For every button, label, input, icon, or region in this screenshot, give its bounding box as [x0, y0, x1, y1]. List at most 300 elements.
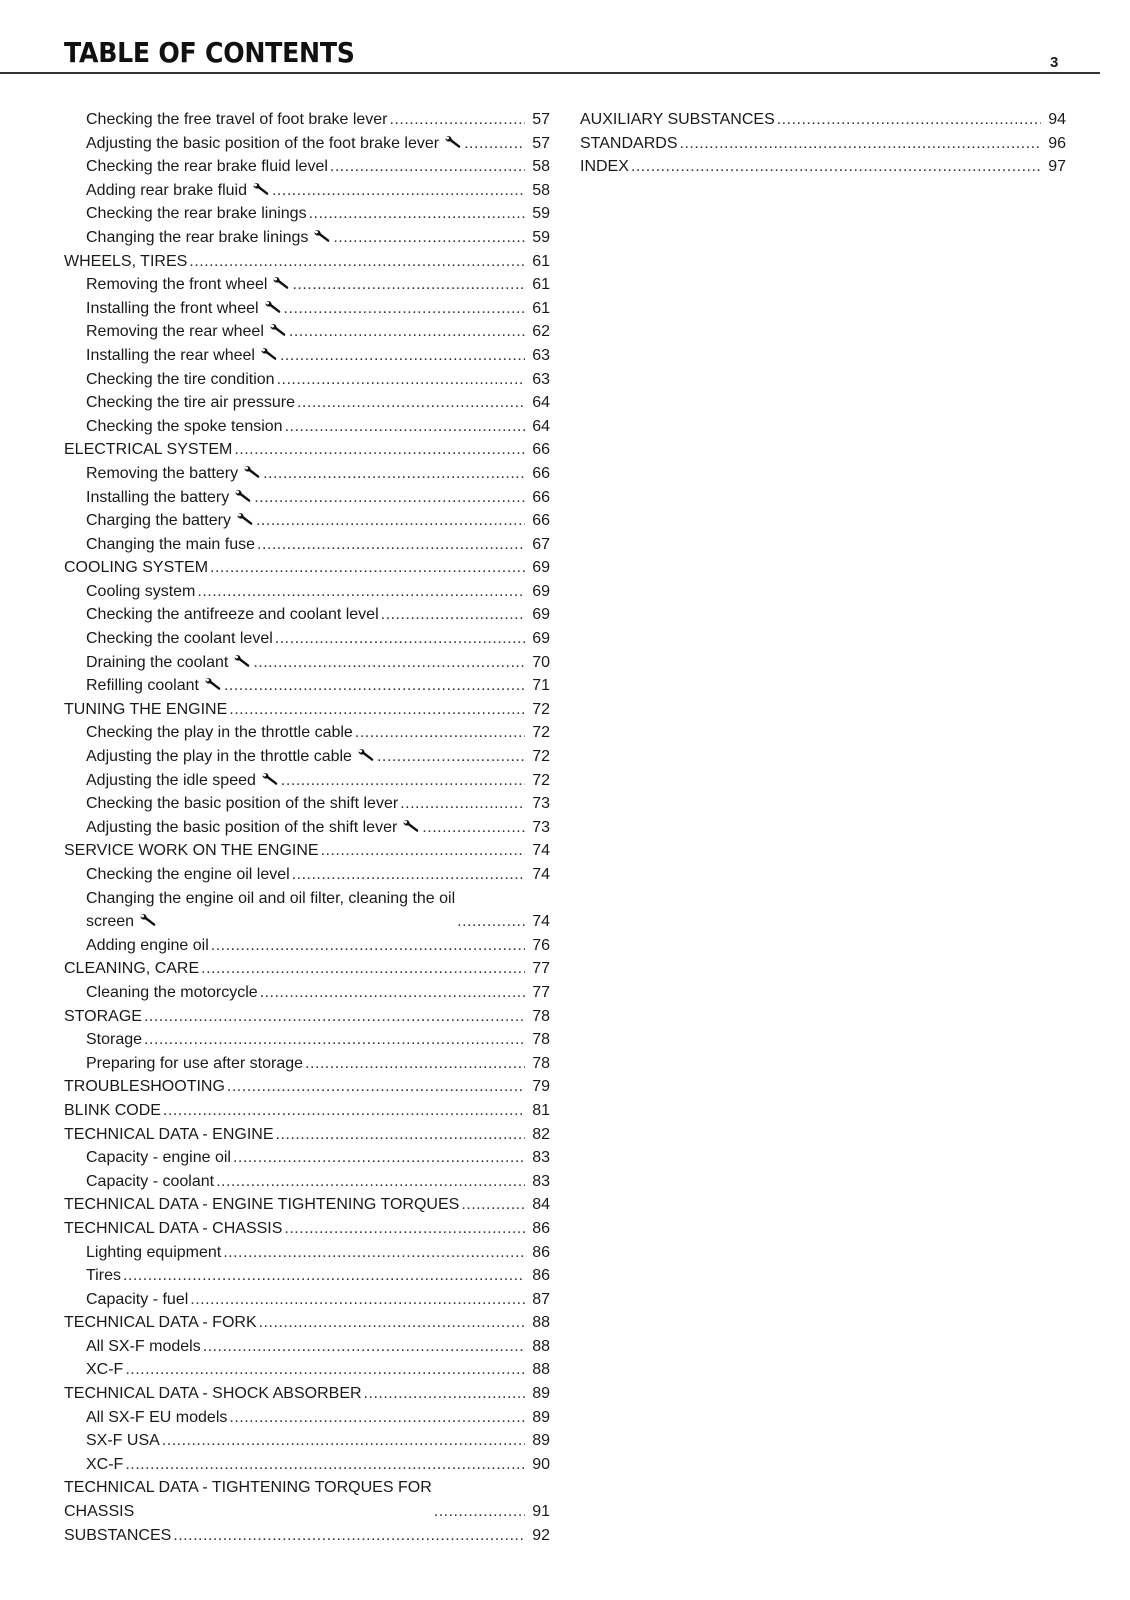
toc-entry-page: 72 [532, 700, 550, 718]
toc-entry-title [86, 462, 261, 486]
dot-leader [464, 132, 525, 156]
dot-leader [254, 486, 525, 510]
toc-entry-title-line: TECHNICAL DATA - FORK [64, 1314, 257, 1332]
toc-entry-page: 92 [532, 1526, 550, 1544]
dot-leader [224, 674, 525, 698]
toc-entry-title-line: Changing the engine oil and oil filter, cleaning the oil [86, 889, 456, 907]
wrench-icon [233, 654, 251, 668]
toc-entry-title-line: Adjusting the basic position of the foot brake lever [86, 134, 440, 152]
toc-entry-title-line: STANDARDS [580, 134, 678, 152]
toc-entry-title [86, 155, 328, 179]
toc-entry[interactable] [64, 132, 550, 156]
toc-entry-title [64, 1193, 459, 1217]
toc-entry-title-line: TECHNICAL DATA - CHASSIS [64, 1219, 283, 1237]
dot-leader [297, 391, 525, 415]
dot-leader [263, 462, 525, 486]
toc-entry-title [86, 721, 353, 745]
toc-entry-title-line: Refilling coolant [86, 677, 199, 695]
toc-entry-title [86, 1429, 160, 1453]
toc-entry-title [86, 1406, 227, 1430]
dot-leader [125, 1453, 525, 1477]
wrench-icon [261, 772, 279, 786]
toc-entry[interactable] [64, 792, 550, 816]
toc-entry-page: 97 [1048, 158, 1066, 176]
toc-entry[interactable] [64, 1382, 550, 1406]
wrench-icon [444, 135, 462, 149]
dot-leader [260, 981, 525, 1005]
toc-entry[interactable] [64, 344, 550, 368]
toc-entry[interactable] [64, 1217, 550, 1241]
toc-entry[interactable] [64, 320, 550, 344]
toc-entry-page: 78 [532, 1031, 550, 1049]
toc-entry-title [86, 273, 290, 297]
wrench-icon [252, 182, 270, 196]
toc-entry-title [86, 344, 278, 368]
toc-entry-title-line: Removing the front wheel [86, 276, 268, 294]
toc-entry[interactable] [64, 1028, 550, 1052]
dot-leader [256, 509, 525, 533]
toc-entry-page: 91 [532, 1503, 550, 1521]
toc-entry[interactable] [64, 603, 550, 627]
dot-leader [289, 320, 525, 344]
toc-entry-page: 72 [532, 748, 550, 766]
toc-entry-title-line: Checking the tire air pressure [86, 394, 295, 412]
toc-entry-title-line: Lighting equipment [86, 1243, 222, 1261]
toc-entry-title-line: Adding engine oil [86, 936, 209, 954]
toc-entry[interactable] [64, 769, 550, 793]
toc-entry-page: 96 [1048, 134, 1066, 152]
toc-entry-title-line: Capacity - engine oil [86, 1149, 231, 1167]
toc-entry[interactable] [64, 1358, 550, 1382]
toc-entry-title-line: Checking the tire condition [86, 370, 275, 388]
toc-entry-title [64, 1123, 274, 1147]
toc-entry-title [86, 769, 279, 793]
toc-entry-page: 88 [532, 1314, 550, 1332]
toc-entry-title-line: CLEANING, CARE [64, 960, 200, 978]
toc-entry-title-line: Adding rear brake fluid [86, 181, 247, 199]
toc-entry-title [86, 179, 270, 203]
toc-entry-title-line: Tires [86, 1267, 121, 1285]
dot-leader [390, 108, 526, 132]
toc-entry-title [86, 1358, 123, 1382]
toc-entry-page: 66 [532, 464, 550, 482]
toc-entry[interactable] [64, 934, 550, 958]
toc-entry-title-line: TROUBLESHOOTING [64, 1078, 225, 1096]
wrench-icon [243, 465, 261, 479]
toc-entry-title-line: ELECTRICAL SYSTEM [64, 441, 233, 459]
dot-leader [259, 1311, 525, 1335]
toc-entry-page: 88 [532, 1361, 550, 1379]
toc-entry-title-line: Capacity - coolant [86, 1172, 215, 1190]
toc-entry-title-line: Adjusting the idle speed [86, 771, 256, 789]
toc-entry-title [86, 391, 295, 415]
toc-entry-page: 86 [532, 1243, 550, 1261]
wrench-icon [269, 323, 287, 337]
toc-entry-page: 70 [532, 653, 550, 671]
toc-entry-title-line: Draining the coolant [86, 653, 229, 671]
toc-entry-title-line: Checking the basic position of the shift lever [86, 795, 399, 813]
dot-leader [173, 1524, 525, 1548]
dot-leader [189, 250, 525, 274]
toc-entry-title [580, 155, 629, 179]
toc-entry-title [86, 603, 379, 627]
dot-leader [285, 415, 525, 439]
dot-leader [123, 1264, 525, 1288]
toc-entry[interactable] [64, 698, 550, 722]
toc-entry[interactable] [64, 415, 550, 439]
toc-entry-title-line: Installing the battery [86, 488, 230, 506]
toc-entry-page: 58 [532, 181, 550, 199]
dot-leader [234, 438, 525, 462]
toc-entry-title-line: Cleaning the motorcycle [86, 983, 258, 1001]
toc-entry[interactable] [580, 108, 1066, 132]
page-header [0, 0, 1100, 74]
wrench-icon [139, 913, 157, 927]
toc-entry-page: 59 [532, 228, 550, 246]
toc-entry[interactable] [64, 1429, 550, 1453]
dot-leader [777, 108, 1041, 132]
dot-leader [281, 769, 525, 793]
toc-entry-title-line: Adjusting the play in the throttle cable [86, 748, 352, 766]
toc-entry-title [64, 1217, 282, 1241]
toc-entry[interactable] [64, 1288, 550, 1312]
toc-entry-title [86, 934, 209, 958]
toc-entry-title-line: WHEELS, TIRES [64, 252, 188, 270]
toc-entry-page: 89 [532, 1408, 550, 1426]
wrench-icon [204, 677, 222, 691]
toc-entry[interactable] [64, 1123, 550, 1147]
dot-leader [163, 1099, 525, 1123]
toc-entry-title-line: Checking the rear brake linings [86, 205, 307, 223]
toc-entry-title-line: Removing the battery [86, 464, 239, 482]
dot-leader [292, 273, 525, 297]
dot-leader [461, 1193, 525, 1217]
dot-leader [227, 1075, 525, 1099]
toc-entry-title [86, 132, 462, 156]
toc-entry-title-line: INDEX [580, 158, 629, 176]
toc-entry-title-line: Installing the front wheel [86, 299, 259, 317]
toc-entry[interactable] [64, 839, 550, 863]
toc-entry-page: 71 [532, 677, 550, 695]
toc-column-right [580, 108, 1066, 179]
dot-leader [216, 1170, 525, 1194]
toc-entry[interactable] [64, 1005, 550, 1029]
toc-entry[interactable] [64, 1241, 550, 1265]
toc-entry-title [64, 1311, 257, 1335]
toc-entry-page: 73 [532, 818, 550, 836]
toc-entry-title-line: Checking the play in the throttle cable [86, 724, 353, 742]
toc-entry[interactable] [64, 745, 550, 769]
dot-leader [364, 1382, 525, 1406]
toc-entry-title-line: Charging the battery [86, 512, 231, 530]
toc-entry[interactable] [64, 1170, 550, 1194]
dot-leader [277, 368, 525, 392]
toc-entry-page: 72 [532, 771, 550, 789]
toc-entry-title-line: BLINK CODE [64, 1101, 161, 1119]
wrench-icon [236, 512, 254, 526]
toc-entry[interactable] [64, 580, 550, 604]
toc-entry-page: 66 [532, 441, 550, 459]
dot-leader [229, 1406, 525, 1430]
toc-entry[interactable] [64, 1075, 550, 1099]
toc-entry[interactable] [580, 132, 1066, 156]
toc-entry-page: 78 [532, 1054, 550, 1072]
toc-entry-title [64, 1005, 142, 1029]
toc-entry[interactable] [64, 1453, 550, 1477]
toc-entry-title [86, 580, 195, 604]
toc-entry-title-line: Checking the antifreeze and coolant level [86, 606, 379, 624]
dot-leader [422, 816, 525, 840]
toc-entry[interactable] [64, 108, 550, 132]
toc-entry[interactable] [64, 1406, 550, 1430]
toc-entry-title-line: Installing the rear wheel [86, 346, 255, 364]
dot-leader [292, 863, 525, 887]
dot-leader [434, 1500, 525, 1524]
toc-entry[interactable] [64, 509, 550, 533]
toc-entry-page: 61 [532, 299, 550, 317]
toc-entry-title-line: XC-F [86, 1361, 124, 1379]
toc-entry-title-line: Checking the free travel of foot brake lever [86, 111, 388, 128]
toc-entry-title [86, 320, 287, 344]
toc-entry[interactable] [64, 179, 550, 203]
dot-leader [284, 1217, 525, 1241]
dot-leader [257, 533, 525, 557]
toc-entry-page: 78 [532, 1007, 550, 1025]
toc-entry-page: 89 [532, 1432, 550, 1450]
toc-entry-page: 69 [532, 559, 550, 577]
dot-leader [321, 839, 525, 863]
toc-entry-title-line: Checking the rear brake fluid level [86, 158, 328, 176]
page-title: TABLE OF CONTENTS [64, 36, 355, 69]
toc-entry-title [86, 887, 455, 934]
toc-entry-title [580, 132, 678, 156]
toc-entry[interactable] [64, 438, 550, 462]
dot-leader [355, 721, 525, 745]
toc-entry[interactable] [64, 462, 550, 486]
dot-leader [330, 155, 525, 179]
dot-leader [197, 580, 525, 604]
dot-leader [275, 627, 525, 651]
toc-column-left [64, 108, 550, 1547]
wrench-icon [272, 276, 290, 290]
toc-entry-page: 63 [532, 346, 550, 364]
toc-entry[interactable] [64, 533, 550, 557]
dot-leader [144, 1005, 525, 1029]
toc-entry[interactable] [64, 250, 550, 274]
toc-entry-title-line: Changing the main fuse [86, 535, 255, 553]
toc-entry-title-line: XC-F [86, 1455, 124, 1473]
toc-entry[interactable] [64, 273, 550, 297]
toc-entry-title-line: Cooling system [86, 582, 196, 600]
toc-entry-page: 59 [532, 205, 550, 223]
dot-leader [309, 202, 525, 226]
toc-entry-page: 67 [532, 535, 550, 553]
toc-entry-title-line: Adjusting the basic position of the shift lever [86, 818, 398, 836]
toc-entry[interactable] [64, 486, 550, 510]
toc-entry[interactable] [64, 226, 550, 250]
dot-leader [229, 698, 525, 722]
dot-leader [284, 297, 525, 321]
toc-entry-page: 88 [532, 1337, 550, 1355]
toc-entry[interactable] [64, 651, 550, 675]
toc-entry-title-line: All SX-F models [86, 1337, 201, 1355]
toc-entry-title [64, 698, 227, 722]
page-number: 3 [1050, 54, 1059, 71]
toc-entry-page: 90 [532, 1455, 550, 1473]
toc-entry-title-line: TECHNICAL DATA - TIGHTENING TORQUES FOR [64, 1479, 432, 1497]
toc-entry[interactable] [64, 202, 550, 226]
toc-entry-title-line: STORAGE [64, 1007, 142, 1025]
toc-entry-title [86, 297, 282, 321]
toc-entry-title [64, 438, 232, 462]
toc-entry-page: 66 [532, 512, 550, 530]
dot-leader [333, 226, 525, 250]
toc-entry-page: 86 [532, 1219, 550, 1237]
toc-entry-title-line: Preparing for use after storage [86, 1054, 304, 1072]
toc-entry-page: 86 [532, 1267, 550, 1285]
toc-entry-page: 72 [532, 724, 550, 742]
dot-leader [201, 957, 525, 981]
toc-entry[interactable] [64, 1524, 550, 1548]
toc-entry-page: 69 [532, 582, 550, 600]
toc-entry[interactable] [64, 556, 550, 580]
toc-entry-title [86, 486, 252, 510]
toc-entry-page: 77 [532, 960, 550, 978]
toc-entry[interactable] [64, 1476, 550, 1523]
wrench-icon [402, 819, 420, 833]
toc-entry-title [64, 250, 187, 274]
toc-entry-page: 83 [532, 1172, 550, 1190]
dot-leader [377, 745, 525, 769]
wrench-icon [234, 489, 252, 503]
toc-entry-title-line: Checking the coolant level [86, 630, 273, 648]
toc-entry-page: 62 [532, 323, 550, 341]
toc-entry[interactable] [64, 627, 550, 651]
toc-entry-title-line: TECHNICAL DATA - SHOCK ABSORBER [64, 1385, 362, 1403]
toc-entry-title-line: Checking the engine oil level [86, 866, 290, 883]
toc-entry-page: 76 [532, 936, 550, 954]
toc-entry-page: 64 [532, 394, 550, 412]
toc-entry-title-line: Removing the rear wheel [86, 323, 264, 341]
dot-leader [400, 792, 525, 816]
dot-leader [272, 179, 525, 203]
toc-entry-page: 66 [532, 488, 550, 506]
toc-entry[interactable] [64, 1099, 550, 1123]
toc-entry-title [86, 1170, 214, 1194]
toc-entry-page: 57 [532, 111, 550, 128]
toc-entry[interactable] [64, 1264, 550, 1288]
toc-entry-page: 58 [532, 158, 550, 176]
toc-entry[interactable] [64, 981, 550, 1005]
toc-entry[interactable] [64, 1193, 550, 1217]
toc-entry-page: 94 [1048, 111, 1066, 128]
toc-entry-title [86, 1241, 221, 1265]
dot-leader [162, 1429, 525, 1453]
toc-entry-title [86, 981, 258, 1005]
toc-entry[interactable] [64, 887, 550, 934]
toc-entry-page: 83 [532, 1149, 550, 1167]
toc-entry-title [86, 226, 331, 250]
toc-entry-title-line: SUBSTANCES [64, 1526, 172, 1544]
toc-entry-title [86, 202, 307, 226]
toc-entry[interactable] [64, 957, 550, 981]
toc-entry[interactable] [580, 155, 1066, 179]
toc-entry-title [86, 627, 273, 651]
wrench-icon [313, 229, 331, 243]
toc-entry-title-line: TUNING THE ENGINE [64, 700, 228, 718]
wrench-icon [260, 347, 278, 361]
toc-entry-page: 82 [532, 1125, 550, 1143]
toc-entry-title-line: COOLING SYSTEM [64, 559, 209, 577]
toc-entry-title-continuation: CHASSIS [64, 1503, 135, 1521]
toc-entry-page: 69 [532, 606, 550, 624]
toc-entry-title [86, 1028, 142, 1052]
toc-entry-page: 61 [532, 276, 550, 294]
wrench-icon [357, 748, 375, 762]
toc-entry-title-continuation: screen [86, 913, 135, 931]
toc-entry[interactable] [64, 816, 550, 840]
toc-entry-page: 74 [532, 842, 550, 860]
toc-entry-title-line: Changing the rear brake linings [86, 228, 309, 246]
dot-leader [280, 344, 525, 368]
toc-entry[interactable] [64, 863, 550, 887]
toc-entry-title-line: Storage [86, 1031, 143, 1049]
toc-entry[interactable] [64, 155, 550, 179]
toc-entry-title [86, 1052, 303, 1076]
toc-entry-title [64, 1099, 161, 1123]
toc-entry-title-line: SX-F USA [86, 1432, 160, 1450]
toc-entry[interactable] [64, 391, 550, 415]
dot-leader [233, 1146, 525, 1170]
toc-entry[interactable] [64, 1146, 550, 1170]
dot-leader [203, 1335, 525, 1359]
toc-entry[interactable] [64, 368, 550, 392]
toc-entry-title [86, 863, 290, 887]
toc-entry-title-line: All SX-F EU models [86, 1408, 228, 1426]
toc-entry-page: 77 [532, 983, 550, 1001]
dot-leader [125, 1358, 525, 1382]
toc-entry-title [86, 816, 420, 840]
toc-entry-page: 57 [532, 134, 550, 152]
toc-entry-page: 64 [532, 417, 550, 435]
toc-entry-page: 63 [532, 370, 550, 388]
dot-leader [223, 1241, 525, 1265]
toc-entry-title [86, 745, 375, 769]
dot-leader [457, 910, 525, 934]
dot-leader [305, 1052, 525, 1076]
toc-entry[interactable] [64, 1052, 550, 1076]
toc-entry[interactable] [64, 674, 550, 698]
toc-entry[interactable] [64, 297, 550, 321]
toc-entry-title [64, 1382, 362, 1406]
dot-leader [680, 132, 1042, 156]
toc-entry-title-line: Checking the spoke tension [86, 417, 283, 435]
toc-entry-page: 73 [532, 795, 550, 813]
toc-entry-title [86, 509, 254, 533]
dot-leader [631, 155, 1041, 179]
toc-entry-title [64, 839, 319, 863]
toc-entry-title [86, 1288, 188, 1312]
toc-entry[interactable] [64, 1335, 550, 1359]
toc-entry-title-line: TECHNICAL DATA - ENGINE [64, 1125, 274, 1143]
toc-entry-title [86, 1453, 123, 1477]
toc-entry[interactable] [64, 721, 550, 745]
toc-entry-title-line: TECHNICAL DATA - ENGINE TIGHTENING TORQUES [64, 1196, 460, 1214]
toc-entry[interactable] [64, 1311, 550, 1335]
toc-entry-title-line: AUXILIARY SUBSTANCES [580, 111, 775, 128]
dot-leader [381, 603, 525, 627]
dot-leader [276, 1123, 525, 1147]
